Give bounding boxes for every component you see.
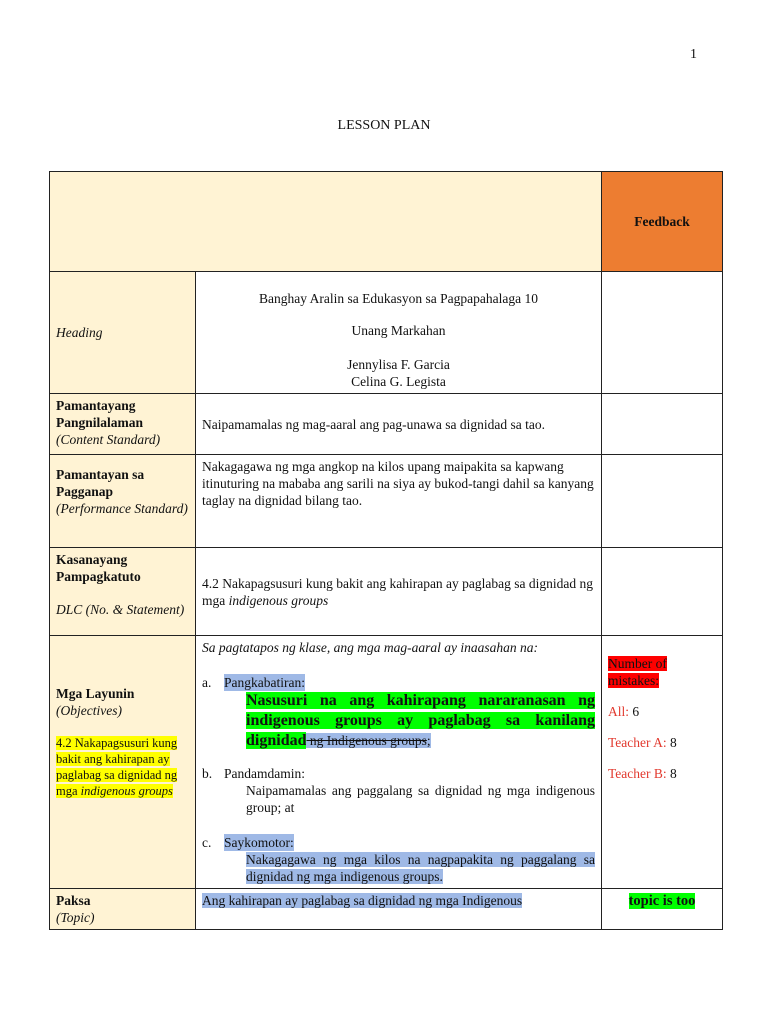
objectives-row <box>50 636 723 889</box>
objective-c-text <box>202 851 595 885</box>
objective-a-letter: a. <box>202 675 212 690</box>
competency-label-main: Kasanayang Pampagkatuto <box>56 552 141 584</box>
heading-label: Heading <box>50 272 196 394</box>
topic-content <box>196 889 602 930</box>
heading-line-1: Banghay Aralin sa Edukasyon sa Pagpapahalaga 10 <box>259 291 538 306</box>
topic-feedback-text: topic is too <box>628 893 696 909</box>
objective-c-letter: c. <box>202 835 212 850</box>
feedback-all-label: All: <box>608 704 630 719</box>
objectives-note-italic: indigenous groups <box>80 784 173 798</box>
mistakes-label-text: Number of mistakes: <box>608 656 667 688</box>
objective-a <box>202 674 595 691</box>
objective-c <box>202 834 595 851</box>
objective-a-struck: ng Indigenous groups <box>306 733 427 748</box>
feedback-teacher-a-value: 8 <box>670 735 677 750</box>
competency-feedback <box>602 548 723 636</box>
competency-text-italic: indigenous groups <box>228 592 329 608</box>
objective-a-heading: Pangkabatiran: <box>224 675 305 690</box>
competency-label <box>50 548 196 636</box>
objectives-label <box>50 636 196 889</box>
objectives-label-sub: (Objectives) <box>56 703 122 718</box>
objective-b-text: Naipamamalas ang paggalang sa dignidad ng mga indigenous group; at <box>246 783 595 815</box>
topic-text: Ang kahirapan ay paglabag sa dignidad ng mga Indigenous <box>202 893 523 908</box>
objectives-note-plain: 4.2 Nakapagsusuri kung bakit ang kahirapan ay paglabag sa dignidad ng mga <box>56 736 178 798</box>
performance-standard-feedback <box>602 455 723 548</box>
feedback-header: Feedback <box>602 172 723 272</box>
content-standard-label-main: Pamantayang Pangnilalaman <box>56 398 144 430</box>
performance-standard-text: Nakagagawa ng mga angkop na kilos upang maipakita sa kapwang itinuturing na mababa ang sarili na siya ay bukod-tangi dahil sa kanyang taglay na dignidad bilang tao. <box>196 455 602 548</box>
objectives-feedback <box>602 636 723 889</box>
performance-standard-label <box>50 455 196 548</box>
feedback-teacher-b-label: Teacher B: <box>608 766 667 781</box>
content-standard-row <box>50 394 723 455</box>
topic-row <box>50 889 723 930</box>
feedback-teacher-b-value: 8 <box>670 766 677 781</box>
content-standard-label-sub: (Content Standard) <box>56 432 161 447</box>
heading-line-3: Jennylisa F. Garcia <box>347 357 450 372</box>
performance-standard-label-sub: (Performance Standard) <box>56 501 188 516</box>
objective-b-heading: Pandamdamin: <box>224 766 305 781</box>
content-standard-text: Naipamamalas ng mag-aaral ang pag-unawa sa dignidad sa tao. <box>196 394 602 455</box>
feedback-teacher-b <box>608 765 716 782</box>
competency-text-plain: 4.2 Nakapagsusuri kung bakit ang kahirapan ay paglabag sa dignidad ng mga <box>202 575 594 608</box>
objectives-content <box>196 636 602 889</box>
objectives-competency-note <box>56 735 189 799</box>
competency-text <box>196 548 602 636</box>
objective-b <box>202 765 595 782</box>
objectives-intro: Sa pagtatapos ng klase, ang mga mag-aaral ay inaasahan na: <box>202 640 538 655</box>
objectives-label-main: Mga Layunin <box>56 686 135 701</box>
performance-standard-label-main: Pamantayan sa Pagganap <box>56 467 145 499</box>
objective-c-main: Nakagagawa ng mga kilos na nagpapakita ng paggalang sa dignidad ng mga indigenous groups. <box>246 852 595 884</box>
table-header-row <box>50 172 723 272</box>
page-number: 1 <box>690 47 697 62</box>
feedback-all <box>608 703 716 720</box>
topic-label-sub: (Topic) <box>56 910 95 925</box>
objective-a-text <box>202 691 595 751</box>
topic-label <box>50 889 196 930</box>
document-title: LESSON PLAN <box>337 118 431 133</box>
lesson-plan-table <box>49 171 723 930</box>
header-blank-cell <box>50 172 602 272</box>
topic-label-main: Paksa <box>56 893 91 908</box>
content-standard-label <box>50 394 196 455</box>
mistakes-label <box>608 655 716 689</box>
competency-row <box>50 548 723 636</box>
objective-a-main: Nasusuri na ang kahirapang nararanasan ng indigenous groups ay paglabag sa kanilang dignidad <box>246 692 595 749</box>
heading-line-2: Unang Markahan <box>351 323 446 338</box>
content-standard-feedback <box>602 394 723 455</box>
objective-c-heading: Saykomotor: <box>224 835 294 850</box>
heading-line-4: Celina G. Legista <box>351 374 446 389</box>
performance-standard-row <box>50 455 723 548</box>
feedback-teacher-a-label: Teacher A: <box>608 735 667 750</box>
heading-content <box>196 272 602 394</box>
objective-b-letter: b. <box>202 766 213 781</box>
objective-a-end: ; <box>426 733 431 748</box>
heading-row <box>50 272 723 394</box>
feedback-all-value: 6 <box>632 704 640 719</box>
feedback-teacher-a <box>608 734 716 751</box>
competency-label-sub: DLC (No. & Statement) <box>56 602 185 617</box>
topic-feedback <box>602 889 723 930</box>
heading-feedback <box>602 272 723 394</box>
